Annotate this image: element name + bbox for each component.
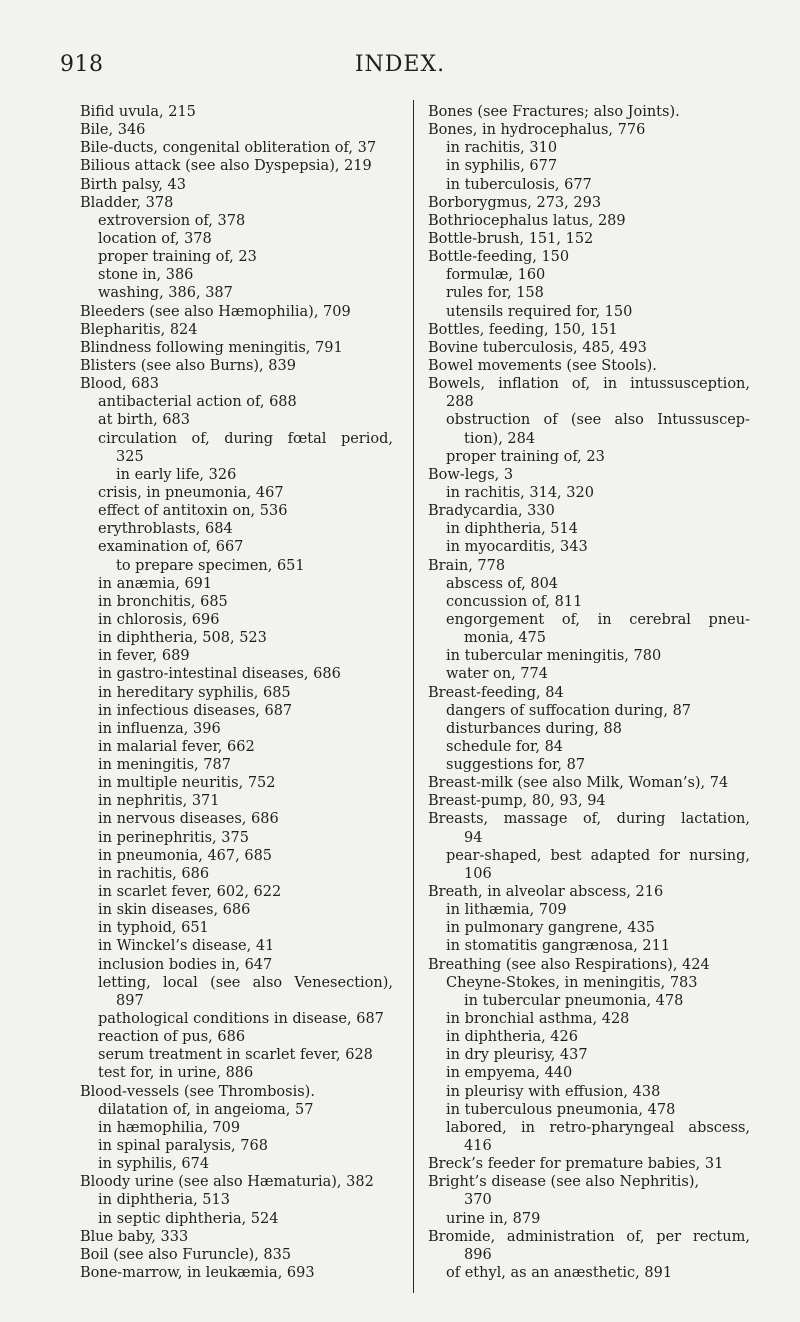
index-entry: Breasts, massage of, during lactation, bbox=[428, 811, 750, 828]
index-entry: in rachitis, 686 bbox=[98, 865, 210, 882]
index-entry: rules for, 158 bbox=[446, 285, 544, 302]
index-entry: in fever, 689 bbox=[98, 648, 190, 665]
index-entry: dangers of suffocation during, 87 bbox=[446, 702, 692, 719]
index-entry: Bloody urine (see also Hæmaturia), 382 bbox=[80, 1174, 374, 1191]
index-entry: in Winckel’s disease, 41 bbox=[98, 938, 275, 955]
index-entry: inclusion bodies in, 647 bbox=[98, 956, 273, 973]
index-entry: suggestions for, 87 bbox=[446, 757, 586, 774]
index-entry: formulæ, 160 bbox=[446, 267, 546, 284]
index-entry: Bile-ducts, congenital obliteration of, 37 bbox=[80, 140, 377, 157]
index-entry: 896 bbox=[464, 1246, 492, 1263]
index-entry: in pulmonary gangrene, 435 bbox=[446, 920, 655, 937]
index-entry: Bromide, administration of, per rectum, bbox=[428, 1228, 750, 1245]
index-entry: Blepharitis, 824 bbox=[80, 321, 198, 338]
index-entry: concussion of, 811 bbox=[446, 593, 583, 610]
index-entry: Bones, in hydrocephalus, 776 bbox=[428, 122, 646, 139]
index-entry: disturbances during, 88 bbox=[446, 720, 622, 737]
index-entry: urine in, 879 bbox=[446, 1210, 541, 1227]
index-entry: at birth, 683 bbox=[98, 412, 190, 429]
index-entry: pathological conditions in disease, 687 bbox=[98, 1011, 384, 1028]
index-entry: 288 bbox=[446, 394, 474, 411]
index-entry: proper training of, 23 bbox=[98, 249, 257, 266]
index-entry: 94 bbox=[464, 829, 483, 846]
index-entry: Bright’s disease (see also Nephritis), bbox=[428, 1174, 700, 1191]
index-entry: of ethyl, as an anæsthetic, 891 bbox=[446, 1265, 673, 1281]
index-entry: in stomatitis gangrænosa, 211 bbox=[446, 938, 671, 955]
index-entry: 106 bbox=[464, 865, 492, 882]
index-entry: in hæmophilia, 709 bbox=[98, 1119, 241, 1136]
index-entry: in diphtheria, 508, 523 bbox=[98, 630, 267, 647]
index-entry: 370 bbox=[464, 1192, 492, 1209]
column-divider bbox=[413, 100, 414, 1293]
left-column bbox=[80, 103, 393, 1282]
index-entry: water on, 774 bbox=[446, 666, 548, 683]
index-entry: in influenza, 396 bbox=[98, 720, 221, 737]
index-entry: in typhoid, 651 bbox=[98, 920, 209, 937]
index-entry: in diphtheria, 426 bbox=[446, 1029, 578, 1046]
index-entry: in septic diphtheria, 524 bbox=[98, 1210, 279, 1227]
index-entry: in tubercular meningitis, 780 bbox=[446, 648, 662, 665]
index-entry: Boil (see also Furuncle), 835 bbox=[80, 1246, 292, 1263]
index-entry: letting, local (see also Venesection), bbox=[98, 974, 393, 991]
index-entry: Bifid uvula, 215 bbox=[80, 104, 196, 120]
index-entry: in gastro-intestinal diseases, 686 bbox=[98, 666, 341, 683]
index-entry: schedule for, 84 bbox=[446, 738, 564, 755]
index-entry: Blue baby, 333 bbox=[80, 1228, 189, 1245]
index-entry: in rachitis, 314, 320 bbox=[446, 484, 594, 501]
page-number: 918 bbox=[60, 52, 104, 77]
index-entry: circulation of, during fœtal period, bbox=[98, 430, 393, 447]
index-entry: in rachitis, 310 bbox=[446, 140, 558, 157]
index-entry: in nephritis, 371 bbox=[98, 793, 220, 810]
index-entry: in tubercular pneumonia, 478 bbox=[464, 992, 684, 1009]
index-entry: in syphilis, 677 bbox=[446, 158, 558, 175]
index-entry: abscess of, 804 bbox=[446, 575, 559, 592]
index-entry: obstruction of (see also Intussuscep- bbox=[446, 412, 750, 429]
index-entry: Bovine tuberculosis, 485, 493 bbox=[428, 339, 647, 356]
index-entry: Blood, 683 bbox=[80, 376, 159, 393]
index-entry: monia, 475 bbox=[464, 630, 546, 647]
index-entry: to prepare specimen, 651 bbox=[116, 557, 305, 574]
index-entry: labored, in retro-pharyngeal abscess, bbox=[446, 1119, 750, 1136]
index-entry: proper training of, 23 bbox=[446, 448, 605, 465]
index-entry: Blood-vessels (see Thrombosis). bbox=[80, 1083, 315, 1100]
index-entry: in bronchial asthma, 428 bbox=[446, 1011, 630, 1028]
index-entry: 897 bbox=[116, 992, 144, 1009]
index-entry: Breast-pump, 80, 93, 94 bbox=[428, 793, 606, 810]
index-entry: test for, in urine, 886 bbox=[98, 1065, 254, 1082]
index-entry: Bow-legs, 3 bbox=[428, 466, 514, 483]
index-entry: in meningitis, 787 bbox=[98, 757, 231, 774]
index-entry: in lithæmia, 709 bbox=[446, 902, 567, 919]
index-entry: Bowel movements (see Stools). bbox=[428, 357, 657, 374]
index-entry: in chlorosis, 696 bbox=[98, 611, 220, 628]
index-entry: Breast-milk (see also Milk, Woman’s), 74 bbox=[428, 775, 729, 792]
index-entry: in multiple neuritis, 752 bbox=[98, 775, 276, 792]
index-entry: tion), 284 bbox=[464, 430, 536, 447]
index-entry: Breathing (see also Respirations), 424 bbox=[428, 956, 710, 973]
index-entry: Breast-feeding, 84 bbox=[428, 684, 564, 701]
index-entry: Bottles, feeding, 150, 151 bbox=[428, 321, 618, 338]
index-entry: in tuberculosis, 677 bbox=[446, 176, 592, 193]
index-entry: Birth palsy, 43 bbox=[80, 176, 186, 193]
index-entry: in pleurisy with effusion, 438 bbox=[446, 1083, 661, 1100]
index-entry: in perinephritis, 375 bbox=[98, 829, 249, 846]
index-entry: dilatation of, in angeioma, 57 bbox=[98, 1101, 314, 1118]
index-entry: Bottle-feeding, 150 bbox=[428, 249, 570, 266]
index-entry: in spinal paralysis, 768 bbox=[98, 1138, 268, 1155]
index-entry: serum treatment in scarlet fever, 628 bbox=[98, 1047, 373, 1064]
index-entry: extroversion of, 378 bbox=[98, 212, 246, 229]
index-entry: in empyema, 440 bbox=[446, 1065, 573, 1082]
index-entry: engorgement of, in cerebral pneu- bbox=[446, 611, 750, 628]
right-column bbox=[428, 103, 750, 1282]
index-entry: antibacterial action of, 688 bbox=[98, 394, 297, 411]
index-entry: erythroblasts, 684 bbox=[98, 521, 233, 538]
index-entry: in diphtheria, 514 bbox=[446, 521, 578, 538]
index-entry: in myocarditis, 343 bbox=[446, 539, 588, 556]
index-entry: Bottle-brush, 151, 152 bbox=[428, 230, 594, 247]
index-entry: Blisters (see also Burns), 839 bbox=[80, 357, 296, 374]
index-entry: Bladder, 378 bbox=[80, 194, 174, 211]
index-entry: location of, 378 bbox=[98, 230, 212, 247]
index-entry: stone in, 386 bbox=[98, 267, 194, 284]
index-entry: Breath, in alveolar abscess, 216 bbox=[428, 884, 664, 901]
index-entry: in bronchitis, 685 bbox=[98, 593, 228, 610]
index-entry: in tuberculous pneumonia, 478 bbox=[446, 1101, 676, 1118]
index-entry: in dry pleurisy, 437 bbox=[446, 1047, 588, 1064]
index-entry: Bones (see Fractures; also Joints). bbox=[428, 104, 680, 120]
index-entry: Bowels, inflation of, in intussusception, bbox=[428, 376, 750, 393]
index-entry: 325 bbox=[116, 448, 144, 465]
index-entry: in early life, 326 bbox=[116, 466, 237, 483]
index-entry: in malarial fever, 662 bbox=[98, 738, 255, 755]
index-entry: in scarlet fever, 602, 622 bbox=[98, 884, 282, 901]
index-entry: Bradycardia, 330 bbox=[428, 503, 555, 520]
index-entry: Brain, 778 bbox=[428, 557, 506, 574]
index-entry: in infectious diseases, 687 bbox=[98, 702, 293, 719]
index-entry: Bilious attack (see also Dyspepsia), 219 bbox=[80, 158, 372, 175]
index-entry: crisis, in pneumonia, 467 bbox=[98, 484, 284, 501]
index-entry: Cheyne-Stokes, in meningitis, 783 bbox=[446, 974, 698, 991]
index-entry: in diphtheria, 513 bbox=[98, 1192, 230, 1209]
index-entry: in nervous diseases, 686 bbox=[98, 811, 279, 828]
index-entry: 416 bbox=[464, 1138, 492, 1155]
index-entry: Bothriocephalus latus, 289 bbox=[428, 212, 626, 229]
index-entry: Bile, 346 bbox=[80, 122, 146, 139]
index-entry: in anæmia, 691 bbox=[98, 575, 213, 592]
index-entry: Borborygmus, 273, 293 bbox=[428, 194, 602, 211]
index-entry: effect of antitoxin on, 536 bbox=[98, 503, 288, 520]
index-entry: Blindness following meningitis, 791 bbox=[80, 339, 343, 356]
running-head: INDEX. bbox=[354, 52, 446, 77]
index-entry: Bone-marrow, in leukæmia, 693 bbox=[80, 1265, 315, 1281]
index-entry: in hereditary syphilis, 685 bbox=[98, 684, 291, 701]
index-entry: Breck’s feeder for premature babies, 31 bbox=[428, 1156, 724, 1173]
index-entry: utensils required for, 150 bbox=[446, 303, 633, 320]
index-entry: in syphilis, 674 bbox=[98, 1156, 210, 1173]
index-entry: in skin diseases, 686 bbox=[98, 902, 251, 919]
index-entry: Bleeders (see also Hæmophilia), 709 bbox=[80, 303, 351, 320]
index-entry: examination of, 667 bbox=[98, 539, 244, 556]
index-entry: in pneumonia, 467, 685 bbox=[98, 847, 273, 864]
index-entry: pear-shaped, best adapted for nursing, bbox=[446, 847, 750, 864]
index-entry: washing, 386, 387 bbox=[98, 285, 233, 302]
index-entry: reaction of pus, 686 bbox=[98, 1029, 246, 1046]
